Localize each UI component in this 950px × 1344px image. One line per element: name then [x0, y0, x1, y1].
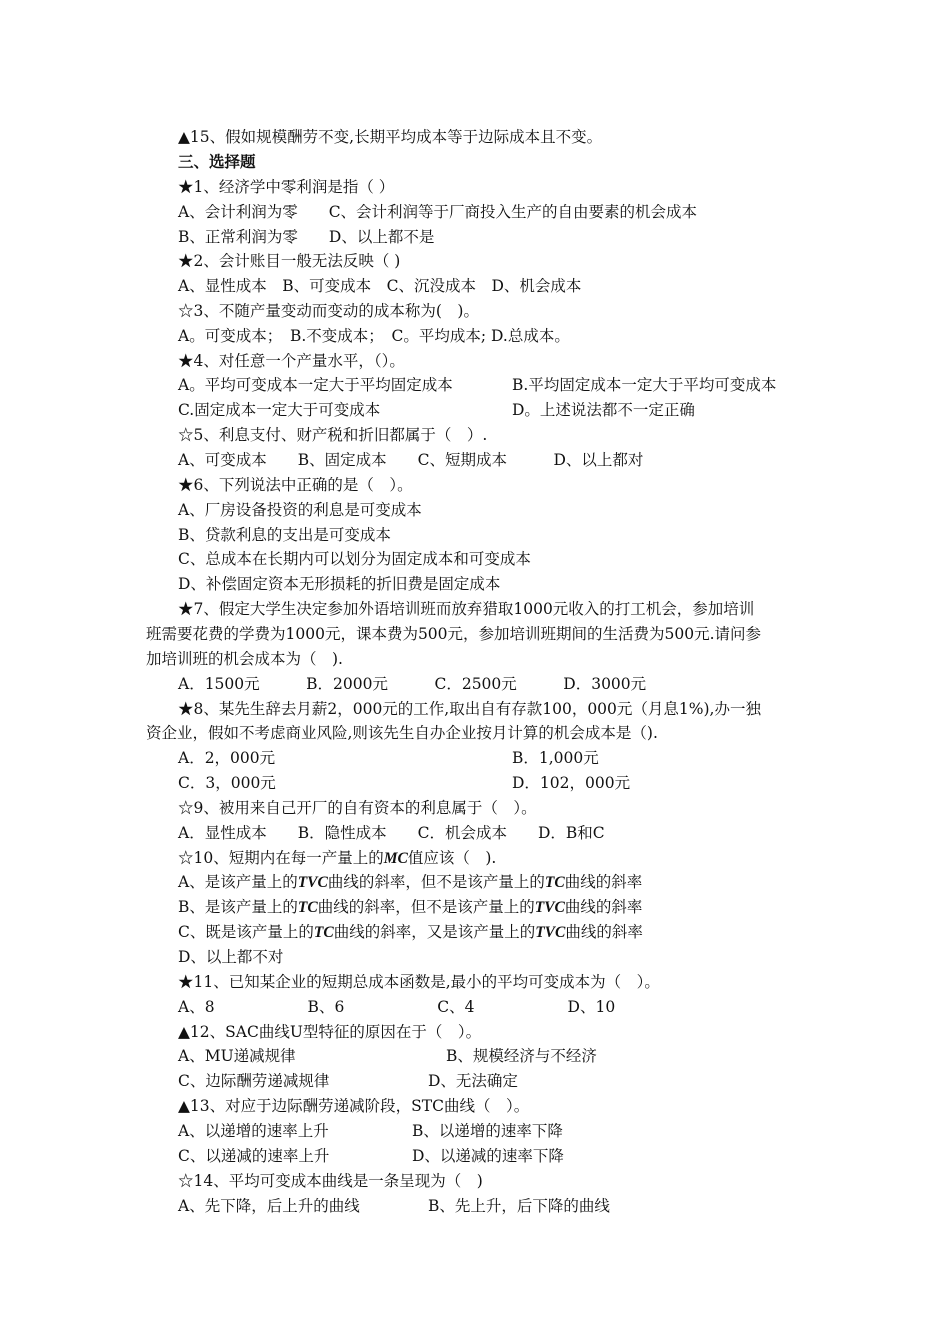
q12-option-c: C、边际酬劳递减规律 — [178, 1072, 330, 1090]
q1-options-ac: A、会计利润为零 C、会计利润等于厂商投入生产的自由要素的机会成本 — [178, 203, 698, 221]
q10-option-a: A、是该产量上的TVC曲线的斜率，但不是该产量上的TC曲线的斜率 — [178, 873, 643, 891]
q4-stem: ★4、对任意一个产量水平，（）。 — [178, 352, 405, 370]
q4-option-a: A。平均可变成本一定大于平均固定成本 — [178, 376, 453, 394]
q5-options: A、可变成本 B、固定成本 C、短期成本 D、以上都对 — [178, 451, 644, 469]
q8-stem-line1: ★8、某先生辞去月薪2，000元的工作,取出自有存款100，000元（月息1%),办一独 — [178, 700, 761, 718]
q9-options: A．显性成本 B．隐性成本 C．机会成本 D．B和C — [178, 824, 605, 842]
q13-option-a: A、以递增的速率上升 — [178, 1122, 329, 1140]
q11-stem: ★11、已知某企业的短期总成本函数是,最小的平均可变成本为（ ）。 — [178, 973, 660, 991]
q2-options: A、显性成本 B、可变成本 C、沉没成本 D、机会成本 — [178, 277, 582, 295]
q13-options-ab — [178, 1120, 563, 1142]
q8-option-a: A．2，000元 — [178, 749, 276, 767]
q8-options-cd — [178, 772, 631, 794]
q10-stem: ☆10、短期内在每一产量上的MC值应该（ ). — [178, 849, 497, 867]
q12-option-d: D、无法确定 — [428, 1072, 518, 1090]
q3-stem: ☆3、不随产量变动而变动的成本称为( )。 — [178, 302, 479, 320]
q10-option-c: C、既是该产量上的TC曲线的斜率，又是该产量上的TVC曲线的斜率 — [178, 923, 643, 941]
q8-stem-line2: 资企业，假如不考虑商业风险,则该先生自办企业按月计算的机会成本是（). — [146, 724, 658, 742]
q6-stem: ★6、下列说法中正确的是（ ）。 — [178, 476, 413, 494]
q1-stem: ★1、经济学中零利润是指（ ） — [178, 178, 395, 196]
q4-options-ab — [178, 374, 777, 396]
q8-option-b: B．1,000元 — [512, 749, 599, 767]
q13-options-cd — [178, 1145, 564, 1167]
q14-option-a: A、先下降，后上升的曲线 — [178, 1197, 360, 1215]
q6-option-a: A、厂房设备投资的利息是可变成本 — [178, 501, 422, 519]
q4-option-c: C.固定成本一定大于可变成本 — [178, 401, 381, 419]
q4-options-cd — [178, 399, 695, 421]
q12-options-ab — [178, 1045, 597, 1067]
q6-option-b: B、贷款利息的支出是可变成本 — [178, 526, 391, 544]
q13-stem: ▲13、对应于边际酬劳递减阶段，STC曲线（ ）。 — [178, 1097, 530, 1115]
q12-stem: ▲12、SAC曲线U型特征的原因在于（ ）。 — [178, 1023, 482, 1041]
item-15-statement: ▲15、假如规模酬劳不变,长期平均成本等于边际成本且不变。 — [178, 128, 603, 146]
q9-stem: ☆9、被用来自己开厂的自有资本的利息属于（ ）。 — [178, 799, 537, 817]
q13-option-d: D、以递减的速率下降 — [412, 1147, 564, 1165]
q12-options-cd — [178, 1070, 518, 1092]
q2-stem: ★2、会计账目一般无法反映（ ) — [178, 252, 401, 270]
q14-option-b: B、先上升，后下降的曲线 — [428, 1197, 610, 1215]
q14-stem: ☆14、平均可变成本曲线是一条呈现为（ ) — [178, 1172, 483, 1190]
q11-options: A、8 B、6 C、4 D、10 — [178, 998, 616, 1016]
q7-options: A．1500元 B．2000元 C．2500元 D．3000元 — [178, 675, 647, 693]
q6-option-d: D、补偿固定资本无形损耗的折旧费是固定成本 — [178, 575, 501, 593]
q8-option-c: C．3，000元 — [178, 774, 276, 792]
q8-option-d: D．102，000元 — [512, 774, 631, 792]
q5-stem: ☆5、利息支付、财产税和折旧都属于（ ）. — [178, 426, 488, 444]
q6-option-c: C、总成本在长期内可以划分为固定成本和可变成本 — [178, 550, 531, 568]
q7-stem-line2: 班需要花费的学费为1000元，课本费为500元，参加培训班期间的生活费为500元.请问参 — [146, 625, 762, 643]
q10-option-d: D、以上都不对 — [178, 948, 284, 966]
section-heading-choice: 三、选择题 — [178, 152, 256, 171]
q12-option-b: B、规模经济与不经济 — [446, 1047, 597, 1065]
q12-option-a: A、MU递减规律 — [178, 1047, 296, 1065]
q10-option-b: B、是该产量上的TC曲线的斜率，但不是该产量上的TVC曲线的斜率 — [178, 898, 643, 916]
q1-options-bd: B、正常利润为零 D、以上都不是 — [178, 228, 435, 246]
q3-options: A。可变成本； B.不变成本； C。平均成本; D.总成本。 — [178, 327, 570, 345]
q7-stem-line3: 加培训班的机会成本为（ ). — [146, 650, 343, 668]
q7-stem-line1: ★7、假定大学生决定参加外语培训班而放弃猎取1000元收入的打工机会，参加培训 — [178, 600, 755, 618]
q8-options-ab — [178, 747, 599, 769]
q4-option-d: D。上述说法都不一定正确 — [512, 401, 695, 419]
q4-option-b: B.平均固定成本一定大于平均可变成本 — [512, 376, 777, 394]
q13-option-b: B、以递增的速率下降 — [412, 1122, 563, 1140]
q14-options-ab — [178, 1195, 610, 1217]
q13-option-c: C、以递减的速率上升 — [178, 1147, 330, 1165]
